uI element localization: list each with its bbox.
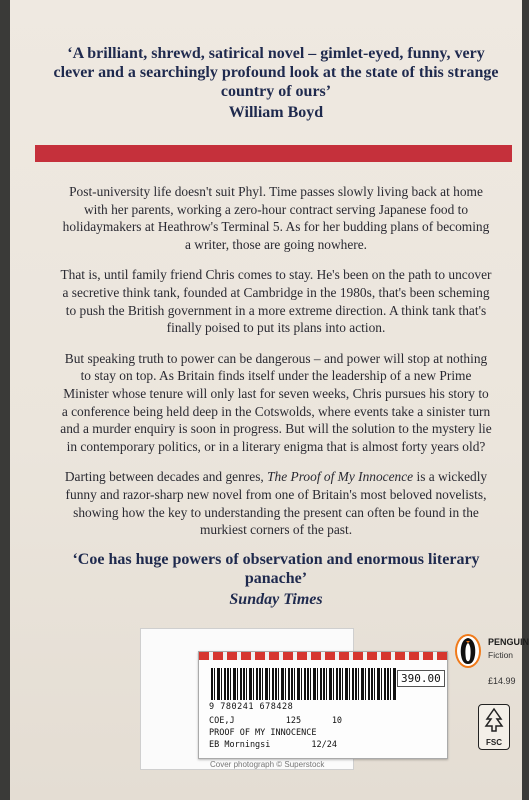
- red-divider-bar: [35, 145, 512, 162]
- fsc-tree-icon: [479, 705, 509, 735]
- sticker-price: 390.00: [397, 670, 445, 687]
- sticker-author-line: COE,J 125 10: [209, 716, 343, 726]
- top-quote-attribution: William Boyd: [228, 104, 324, 121]
- bottom-quote-attribution: Sunday Times: [229, 591, 323, 608]
- sticker-store-line: EB Morningsi 12/24: [209, 740, 337, 750]
- penguin-logo-icon: [454, 633, 482, 669]
- synopsis-paragraph-4: [60, 468, 492, 538]
- synopsis: [60, 183, 492, 552]
- synopsis-paragraph-1: Post-university life doesn't suit Phyl. Time passes slowly living back at home with her parents, working a zero-hour contract serving Japanese food to holidaymakers at Heathrow's Terminal 5. As for her budding plans of becoming a writer, those are going nowhere.: [62, 184, 490, 252]
- synopsis-paragraph-2: That is, until family friend Chris comes to stay. He's been on the path to uncover a secretive think tank, founded at Cambridge in the 1980s, that's been scheming to push the British government in a more extreme direction. A think tank that's finally poised to put its plans into action.: [60, 267, 492, 336]
- fsc-label: FSC: [486, 738, 502, 747]
- barcode-icon: [211, 668, 397, 700]
- sticker-red-stripe: [199, 652, 447, 660]
- top-review-quote: [50, 44, 502, 122]
- sticker-title-line: PROOF OF MY INNOCENCE: [209, 728, 317, 738]
- publisher-name: PENGUIN: [488, 637, 529, 647]
- price-sticker: [198, 651, 448, 759]
- printed-price: £14.99: [488, 676, 516, 686]
- photo-credit: Cover photograph © Superstock: [210, 760, 325, 769]
- book-category: Fiction: [488, 650, 514, 660]
- p4-lead: Darting between decades and genres,: [64, 469, 268, 485]
- isbn-number: 9 780241 678428: [209, 702, 294, 712]
- fsc-logo: [478, 704, 510, 750]
- p4-tail: is a wickedly funny and razor-sharp new novel from one of Britain's most beloved novelists, showing how the key to understanding the present can often be found in the murkiest corners of the past.: [65, 469, 488, 538]
- book-title-italic: The Proof of My Innocence: [267, 469, 414, 485]
- bottom-review-quote: [70, 550, 482, 609]
- synopsis-paragraph-3: But speaking truth to power can be dangerous – and power will stop at nothing to stay on top. As Britain finds itself under the leadership of a new Prime Minister whose tenure will only last for seven weeks, Chris pursues his story to a conference being held deep in the Cotswolds, where events take a sinister turn and a murder enquiry is soon in progress. But will the solution to the mystery lie in contemporary politics, or in a literary enigma that is almost forty years old?: [60, 350, 492, 454]
- book-back-cover: [10, 0, 529, 800]
- top-quote-text: ‘A brilliant, shrewd, satirical novel – gimlet-eyed, funny, very clever and a searchingly profound look at the state of this strange country of ours’: [53, 45, 499, 100]
- bottom-quote-text: ‘Coe has huge powers of observation and enormous literary panache’: [72, 551, 480, 587]
